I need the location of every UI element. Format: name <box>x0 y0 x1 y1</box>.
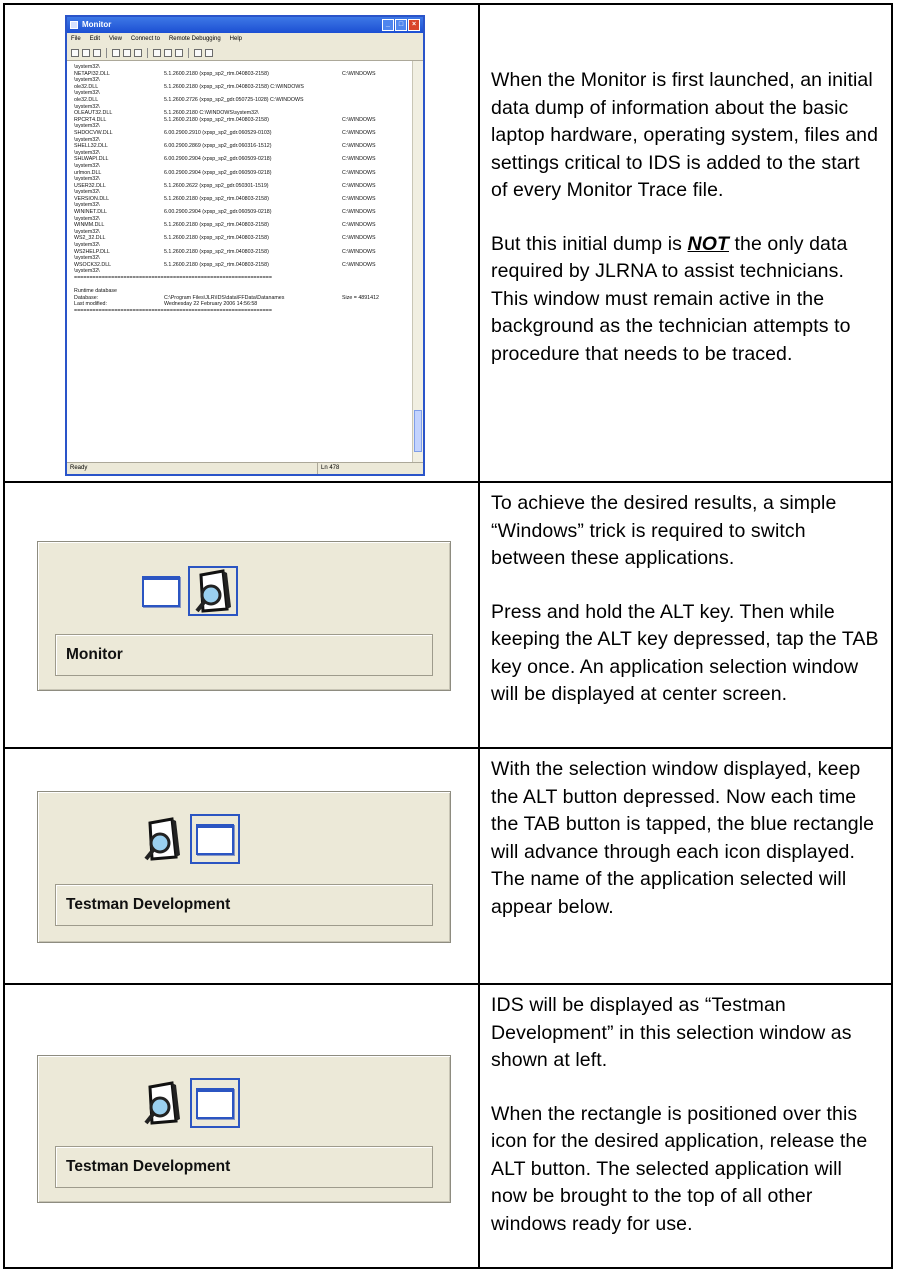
text-run: But this initial dump is <box>491 232 688 255</box>
selection-rectangle[interactable] <box>190 1078 240 1128</box>
trace-cell: \system32\ <box>74 123 100 130</box>
copy-icon[interactable] <box>123 49 131 57</box>
trace-cell: ole32.DLL <box>74 83 99 90</box>
trace-line <box>74 202 413 209</box>
trace-cell: Runtime database <box>74 288 117 295</box>
trace-line <box>74 242 413 249</box>
trace-line <box>74 275 413 282</box>
trace-cell: 6.00.2900.2904 (xpsp_sp2_gdr.060509-0218) <box>164 209 272 216</box>
trace-cell: SHELL32.DLL <box>74 143 108 150</box>
trace-cell: C:\WINDOWS <box>342 169 376 176</box>
trace-line <box>74 97 413 104</box>
save-icon[interactable] <box>93 49 101 57</box>
trace-cell: 5.1.2600.2726 (xpsp_sp2_gdr.050725-1028) C:\WINDOWS <box>164 96 304 103</box>
trace-line <box>74 117 413 124</box>
trace-cell: Size = 4891412 <box>342 294 379 301</box>
trace-cell: 5.1.2600.2622 (xpsp_sp2_gdr.050301-1519) <box>164 182 269 189</box>
trace-cell: NETAPI32.DLL <box>74 70 110 77</box>
trace-cell: WININET.DLL <box>74 209 107 216</box>
menu-remote-debugging[interactable]: Remote Debugging <box>168 36 221 42</box>
trace-cell: 5.1.2600.2180 (xpsp_sp2_rtm.040803-2158) <box>164 248 269 255</box>
trace-line <box>74 255 413 262</box>
window-title: Monitor <box>82 20 112 29</box>
trace-line <box>74 222 413 229</box>
trace-cell: \system32\ <box>74 176 100 183</box>
trace-cell: \system32\ <box>74 103 100 110</box>
print-icon[interactable] <box>153 49 161 57</box>
trace-cell: 5.1.2600.2180 (xpsp_sp2_rtm.040803-2158) <box>164 222 269 229</box>
text-run: the only data required by JLRNA to assist technicians. This window must remain active in the background as the technician attempts to procedure that needs to be traced. <box>491 232 851 365</box>
trace-line <box>74 137 413 144</box>
trace-cell: C:\WINDOWS <box>342 222 376 229</box>
selected-app-label: Testman Development <box>55 884 433 926</box>
trace-cell: Database: <box>74 294 99 301</box>
paragraph: With the selection window displayed, keep the ALT button depressed. Now each time the TAB button is tapped, the blue rectangle will advance through each icon displayed. The name of the application selected will appear below. <box>491 758 875 918</box>
trace-cell: \system32\ <box>74 189 100 196</box>
menu-edit[interactable]: Edit <box>89 36 101 42</box>
trace-line <box>74 288 413 295</box>
paragraph: Press and hold the ALT key. Then while keeping the ALT key depressed, tap the TAB key once. An application selection window will be displayed at center screen. <box>491 600 879 705</box>
trace-cell: Last modified: <box>74 301 107 308</box>
table-row <box>5 5 891 481</box>
trace-line <box>74 163 413 170</box>
trace-cell: WSOCK32.DLL <box>74 261 112 268</box>
trace-cell: \system32\ <box>74 228 100 235</box>
trace-cell: C:\WINDOWS <box>342 248 376 255</box>
trace-cell: \system32\ <box>74 202 100 209</box>
trace-line <box>74 170 413 177</box>
trace-line <box>74 130 413 137</box>
trace-line <box>74 71 413 78</box>
trace-cell: ================================================================ <box>74 307 272 314</box>
application-window-icon <box>196 824 234 855</box>
paragraph: IDS will be displayed as “Testman Development” in this selection window as shown at left. <box>491 994 852 1071</box>
monitor-title-bar <box>67 17 423 33</box>
trace-cell: C:\WINDOWS <box>342 182 376 189</box>
trace-cell: C:\Program Files\JLR\IDS\data\FFData\Datanames <box>164 294 285 301</box>
trace-cell: OLEAUT32.DLL <box>74 110 113 117</box>
monitor-screenshot-cell <box>5 5 480 481</box>
status-text: Ready <box>70 465 88 471</box>
menu-view[interactable]: View <box>109 36 122 42</box>
application-window-icon[interactable] <box>142 576 180 607</box>
trace-cell: Wednesday 22 February 2006 14:56:58 <box>164 301 258 308</box>
maximize-icon[interactable]: □ <box>395 19 407 31</box>
toolbar-separator <box>147 48 148 58</box>
trace-line <box>74 150 413 157</box>
trace-line <box>74 295 413 302</box>
trace-cell: C:\WINDOWS <box>342 235 376 242</box>
trace-cell: C:\WINDOWS <box>342 129 376 136</box>
trace-cell: 5.1.2600.2180 (xpsp_sp2_rtm.040803-2158) <box>164 70 269 77</box>
screenshot-cell <box>5 749 480 983</box>
description-cell <box>482 749 891 983</box>
alt-tab-switcher <box>37 791 451 943</box>
alt-tab-switcher <box>37 541 451 691</box>
paragraph: When the Monitor is first launched, an initial data dump of information about the basic laptop hardware, operating system, files and settings critical to IDS is added to the start of every Monitor Trace file. <box>491 69 879 201</box>
open-icon[interactable] <box>82 49 90 57</box>
toolbar-separator <box>106 48 107 58</box>
table-row <box>5 481 891 747</box>
trace-line <box>74 229 413 236</box>
toolbar-separator <box>188 48 189 58</box>
trace-line <box>74 84 413 91</box>
trace-line <box>74 143 413 150</box>
help-icon[interactable] <box>164 49 172 57</box>
close-icon[interactable]: × <box>408 19 420 31</box>
trace-cell: 5.1.2600.2180 C:\WINDOWS\system32\ <box>164 110 259 117</box>
table-row <box>5 747 891 983</box>
trace-line <box>74 189 413 196</box>
new-icon[interactable] <box>71 49 79 57</box>
trace-cell: \system32\ <box>74 77 100 84</box>
trace-line <box>74 123 413 130</box>
status-bar <box>67 462 423 474</box>
trace-cell: C:\WINDOWS <box>342 195 376 202</box>
paragraph: To achieve the desired results, a simple “Windows” trick is required to switch between these applications. <box>491 492 837 569</box>
find-next-icon[interactable] <box>205 49 213 57</box>
trace-line <box>74 196 413 203</box>
description-cell <box>482 483 891 747</box>
trace-line <box>74 176 413 183</box>
trace-line <box>74 216 413 223</box>
trace-text[interactable] <box>67 61 413 462</box>
paragraph <box>491 231 881 369</box>
trace-cell: RPCRT4.DLL <box>74 116 107 123</box>
trace-line <box>74 268 413 275</box>
scroll-thumb[interactable] <box>414 410 422 452</box>
trace-line <box>74 110 413 117</box>
trace-cell: 6.00.2900.2904 (xpsp_sp2_gdr.060509-0218) <box>164 156 272 163</box>
paragraph: When the rectangle is positioned over this icon for the desired application, release the ALT button. The selected application will now be brought to the top of all other windows ready for use. <box>491 1102 868 1235</box>
menu-connect-to[interactable]: Connect to <box>130 36 160 42</box>
trace-cell: 5.1.2600.2180 (xpsp_sp2_rtm.040803-2158) <box>164 261 269 268</box>
trace-cell: C:\WINDOWS <box>342 116 376 123</box>
emphasis-not: NOT <box>687 232 729 255</box>
trace-line <box>74 77 413 84</box>
trace-line <box>74 183 413 190</box>
trace-line <box>74 156 413 163</box>
trace-cell: SHLWAPI.DLL <box>74 156 109 163</box>
trace-line <box>74 104 413 111</box>
monitor-magnifier-icon <box>193 569 233 613</box>
trace-cell: \system32\ <box>74 255 100 262</box>
trace-line <box>74 64 413 71</box>
description-cell <box>482 985 891 1267</box>
trace-line <box>74 235 413 242</box>
trace-cell: \system32\ <box>74 162 100 169</box>
trace-line <box>74 209 413 216</box>
trace-cell: ole32.DLL <box>74 96 99 103</box>
trace-cell: \system32\ <box>74 215 100 222</box>
trace-cell: VERSION.DLL <box>74 195 110 202</box>
selected-app-label: Testman Development <box>55 1146 433 1188</box>
trace-cell: SHDOCVW.DLL <box>74 129 113 136</box>
vertical-scrollbar[interactable] <box>412 61 423 462</box>
cut-icon[interactable] <box>112 49 120 57</box>
paste-icon[interactable] <box>134 49 142 57</box>
trace-cell: C:\WINDOWS <box>342 70 376 77</box>
minimize-icon[interactable]: _ <box>382 19 394 31</box>
app-icon <box>70 21 78 29</box>
trace-cell: 5.1.2600.2180 (xpsp_sp2_rtm.040803-2158) <box>164 195 269 202</box>
monitor-magnifier-icon[interactable] <box>142 817 182 861</box>
selected-app-label: Monitor <box>55 634 433 676</box>
menu-file[interactable]: File <box>71 36 81 42</box>
trace-cell: C:\WINDOWS <box>342 261 376 268</box>
connect-icon[interactable] <box>175 49 183 57</box>
trace-cell: \system32\ <box>74 268 100 275</box>
application-window-icon <box>196 1088 234 1119</box>
monitor-window <box>65 15 425 476</box>
table-row <box>5 983 891 1267</box>
selection-rectangle[interactable] <box>190 814 240 864</box>
selection-rectangle[interactable] <box>188 566 238 616</box>
trace-cell: \system32\ <box>74 90 100 97</box>
screenshot-cell <box>5 985 480 1267</box>
trace-line <box>74 249 413 256</box>
find-icon[interactable] <box>194 49 202 57</box>
menu-bar <box>67 33 423 45</box>
trace-cell: WS2HELP.DLL <box>74 248 110 255</box>
trace-cell: \system32\ <box>74 242 100 249</box>
trace-cell: ================================================================ <box>74 275 272 281</box>
trace-cell: urlmon.DLL <box>74 169 102 176</box>
trace-cell: 6.00.2900.2904 (xpsp_sp2_gdr.060509-0218) <box>164 169 272 176</box>
trace-cell: USER32.DLL <box>74 182 106 189</box>
toolbar <box>67 45 423 61</box>
trace-line <box>74 90 413 97</box>
status-line-number: Ln 478 <box>317 463 339 474</box>
trace-cell: WS2_32.DLL <box>74 235 106 242</box>
trace-cell: 6.00.2900.2910 (xpsp_sp2_gdr.060529-0103) <box>164 129 272 136</box>
trace-cell: \system32\ <box>74 136 100 143</box>
trace-cell: 6.00.2900.2869 (xpsp_sp2_gdr.060316-1512) <box>164 143 272 150</box>
trace-line <box>74 282 413 289</box>
description-cell <box>482 5 891 481</box>
trace-cell: 5.1.2600.2180 (xpsp_sp2_rtm.040803-2158) C:\WINDOWS <box>164 83 304 90</box>
trace-line <box>74 308 413 315</box>
instruction-table <box>3 3 893 1269</box>
trace-cell: C:\WINDOWS <box>342 156 376 163</box>
screenshot-cell <box>5 483 480 747</box>
trace-cell: WINMM.DLL <box>74 222 105 229</box>
trace-line <box>74 262 413 269</box>
trace-cell: 5.1.2600.2180 (xpsp_sp2_rtm.040803-2158) <box>164 116 269 123</box>
trace-cell: 5.1.2600.2180 (xpsp_sp2_rtm.040803-2158) <box>164 235 269 242</box>
trace-cell: \system32\ <box>74 149 100 156</box>
trace-line <box>74 301 413 308</box>
menu-help[interactable]: Help <box>229 36 242 42</box>
trace-cell: \system32\ <box>74 64 100 70</box>
trace-cell: C:\WINDOWS <box>342 209 376 216</box>
monitor-magnifier-icon[interactable] <box>142 1081 182 1125</box>
alt-tab-switcher <box>37 1055 451 1203</box>
trace-cell: C:\WINDOWS <box>342 143 376 150</box>
